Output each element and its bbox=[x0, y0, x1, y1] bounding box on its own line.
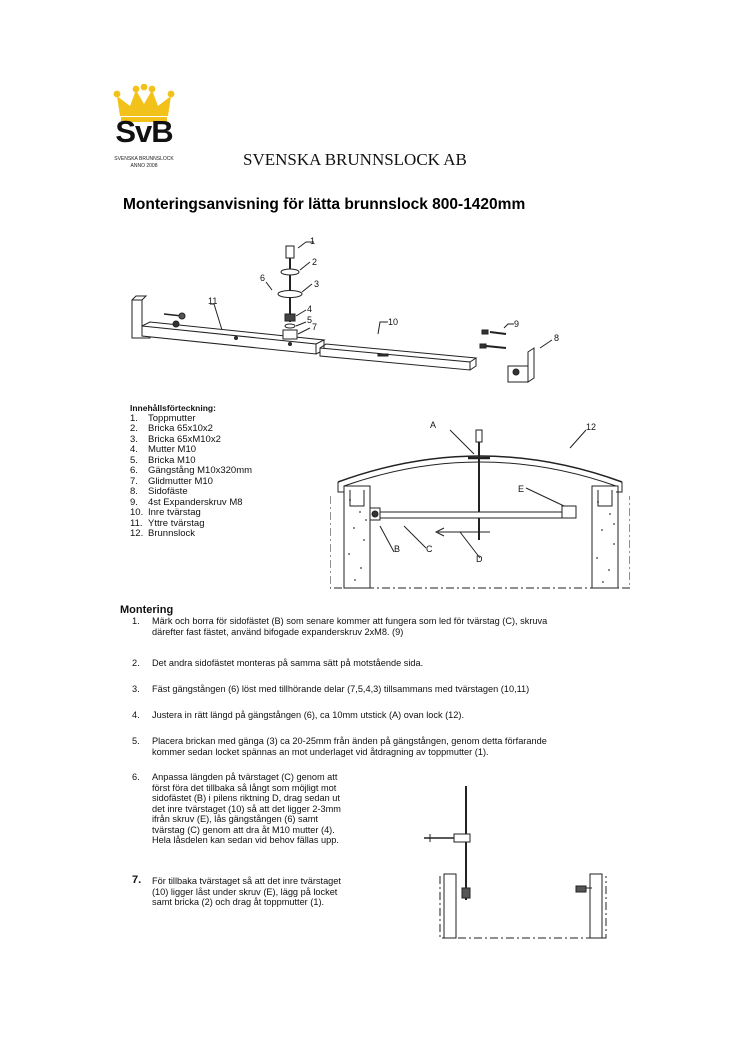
section-callout: 12 bbox=[586, 422, 597, 432]
callout-label: 8 bbox=[554, 333, 560, 343]
callout-label: 7 bbox=[312, 322, 318, 332]
parts-list-heading: Innehållsförteckning: bbox=[130, 403, 216, 413]
parts-list-item: 2. Bricka 65x10x2 bbox=[130, 423, 213, 434]
section-callout: B bbox=[394, 544, 401, 554]
logo-brand: SvB bbox=[115, 114, 173, 149]
section-callout: D bbox=[476, 554, 483, 564]
parts-list-item: 7. Glidmutter M10 bbox=[130, 475, 213, 487]
parts-list-item: 1. Toppmutter bbox=[130, 412, 196, 424]
document-title: Monteringsanvisning för lätta brunnslock 800-1420mm bbox=[123, 196, 526, 213]
section-callout: E bbox=[518, 484, 525, 494]
parts-list-item: 12. Brunnslock bbox=[130, 528, 195, 539]
parts-list-item: 5. Bricka M10 bbox=[130, 454, 196, 466]
callout-label: 2 bbox=[312, 257, 318, 267]
logo-subtitle: SVENSKA BRUNNSLOCK bbox=[114, 156, 174, 162]
detail-figure bbox=[420, 776, 620, 946]
logo-year: ANNO 2008 bbox=[130, 163, 158, 169]
callout-label: 5 bbox=[307, 315, 313, 325]
parts-list-item: 4. Mutter M10 bbox=[130, 444, 197, 455]
callout-label: 1 bbox=[310, 236, 316, 246]
section-view-figure bbox=[330, 420, 630, 592]
parts-list-item: 9. 4st Expanderskruv M8 bbox=[130, 496, 243, 508]
parts-list bbox=[130, 403, 252, 540]
parts-list-item: 11. Yttre tvärstag bbox=[130, 517, 205, 529]
callout-label: 11 bbox=[208, 296, 218, 306]
callout-label: 6 bbox=[260, 273, 266, 283]
company-name: SVENSKA BRUNNSLOCK AB bbox=[243, 150, 467, 169]
callout-label: 9 bbox=[514, 319, 520, 329]
exploded-view-figure bbox=[120, 230, 560, 390]
parts-list-item: 3. Bricka 65xM10x2 bbox=[130, 433, 221, 445]
callout-label: 4 bbox=[307, 304, 313, 314]
parts-list-item: 6. Gängstång M10x320mm bbox=[130, 465, 253, 476]
crown-shape bbox=[117, 90, 171, 116]
section-callout: C bbox=[426, 544, 433, 554]
section-callout: A bbox=[430, 420, 437, 430]
callout-label: 3 bbox=[314, 279, 320, 289]
company-logo bbox=[104, 84, 184, 174]
callout-label: 10 bbox=[388, 317, 399, 327]
montering-heading: Montering bbox=[120, 604, 174, 616]
parts-list-item: 10. Inre tvärstag bbox=[130, 507, 201, 518]
parts-list-item: 8. Sidofäste bbox=[130, 486, 188, 497]
